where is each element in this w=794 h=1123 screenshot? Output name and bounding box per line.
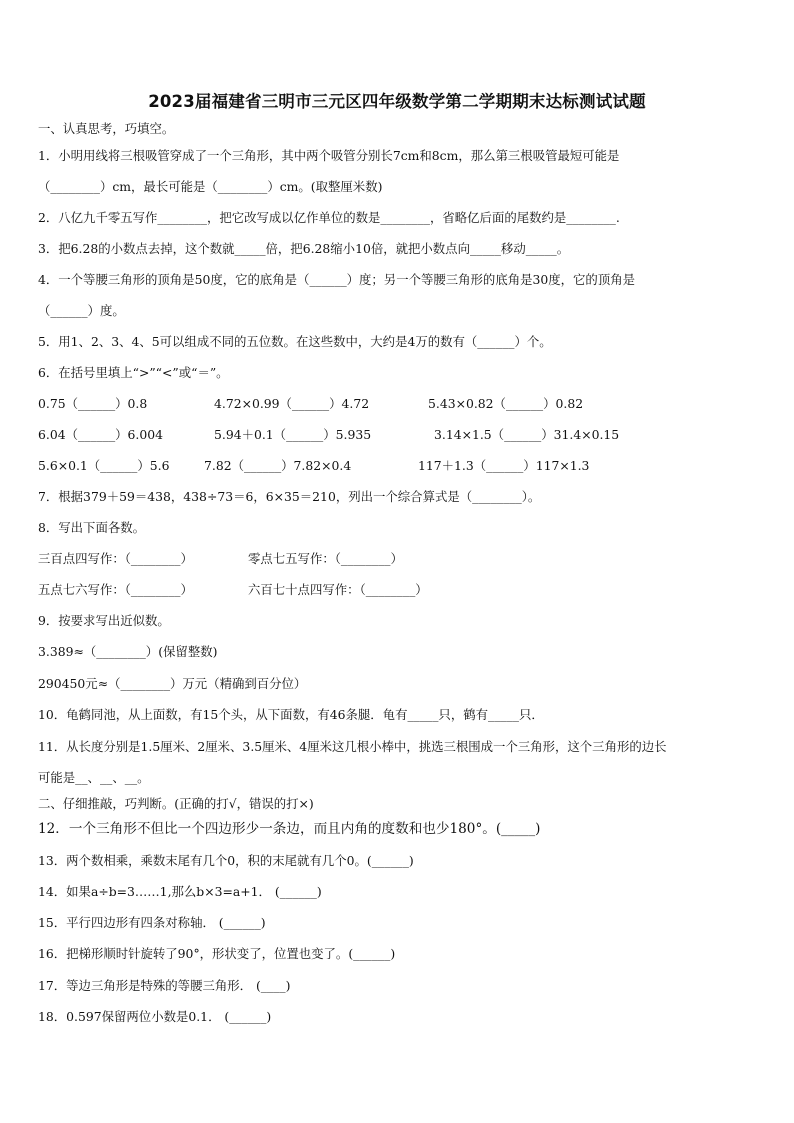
number-writing-item: 六百七十点四写作：（________） <box>248 582 428 597</box>
comparison-item: 3.14×1.5（______）31.4×0.15 <box>434 427 620 442</box>
question-15: 15．平行四边形有四条对称轴． (______) <box>38 915 266 930</box>
comparison-item: 4.72×0.99（______）4.72 <box>214 396 370 411</box>
question-3: 3．把6.28的小数点去掉，这个数就_____倍，把6.28缩小10倍，就把小数点向_____移动_____。 <box>38 241 570 256</box>
question-9-part-a: 3.389≈（________）(保留整数) <box>38 644 218 659</box>
question-13: 13．两个数相乘，乘数末尾有几个0，积的末尾就有几个0。(______) <box>38 853 414 868</box>
question-2: 2．八亿九千零五写作________，把它改写成以亿作单位的数是________，省略亿后面的尾数约是________. <box>38 210 620 225</box>
question-4-line-2: （______）度。 <box>38 303 125 318</box>
question-1-line-1: 1．小明用线将三根吸管穿成了一个三角形，其中两个吸管分别长7cm和8cm，那么第三根吸管最短可能是 <box>38 148 620 163</box>
question-9: 9．按要求写出近似数。 <box>38 613 170 628</box>
question-11-line-1: 11．从长度分别是1.5厘米、2厘米、3.5厘米、4厘米这几根小棒中，挑选三根围成一个三角形，这个三角形的边长 <box>38 739 667 754</box>
question-10: 10．龟鹤同池，从上面数，有15个头，从下面数，有46条腿．龟有_____只，鹤有_____只． <box>38 707 544 722</box>
section-heading-fill-blank: 一、认真思考，巧填空。 <box>38 121 175 136</box>
question-14: 14．如果a÷b=3……1,那么b×3=a+1． (______) <box>38 884 322 899</box>
number-writing-item: 零点七五写作：（________） <box>248 551 403 566</box>
question-8: 8．写出下面各数。 <box>38 520 146 535</box>
question-17: 17．等边三角形是特殊的等腰三角形． (____) <box>38 978 291 993</box>
section-heading-true-false: 二、仔细推敲，巧判断。(正确的打√，错误的打×) <box>38 796 314 811</box>
question-12: 12．一个三角形不但比一个四边形少一条边，而且内角的度数和也少180°。(_____) <box>38 821 541 837</box>
question-4-line-1: 4．一个等腰三角形的顶角是50度，它的底角是（______）度；另一个等腰三角形的底角是30度，它的顶角是 <box>38 272 635 287</box>
question-9-part-b: 290450元≈（________）万元（精确到百分位） <box>38 676 307 691</box>
number-writing-item: 五点七六写作：（________） <box>38 582 193 597</box>
comparison-item: 5.94＋0.1（______）5.935 <box>214 427 372 442</box>
question-5: 5．用1、2、3、4、5可以组成不同的五位数。在这些数中，大约是4万的数有（______）个。 <box>38 334 552 349</box>
comparison-item: 5.43×0.82（______）0.82 <box>428 396 584 411</box>
question-7: 7．根据379＋59＝438，438÷73＝6，6×35＝210，列出一个综合算式是（________）。 <box>38 489 541 504</box>
number-writing-item: 三百点四写作：（________） <box>38 551 193 566</box>
comparison-item: 7.82（______）7.82×0.4 <box>204 458 352 473</box>
question-11-line-2: 可能是__、__、__。 <box>38 770 150 785</box>
comparison-item: 6.04（______）6.004 <box>38 427 164 442</box>
comparison-item: 0.75（______）0.8 <box>38 396 148 411</box>
question-1-line-2: （________）cm，最长可能是（________）cm。(取整厘米数) <box>38 179 383 194</box>
page-title: 2023届福建省三明市三元区四年级数学第二学期期末达标测试试题 <box>148 92 646 111</box>
question-18: 18．0.597保留两位小数是0.1． (______) <box>38 1009 272 1024</box>
question-16: 16．把梯形顺时针旋转了90°，形状变了，位置也变了。(______) <box>38 946 396 961</box>
comparison-item: 5.6×0.1（______）5.6 <box>38 458 170 473</box>
comparison-item: 117＋1.3（______）117×1.3 <box>418 458 590 473</box>
question-6: 6．在括号里填上“>”“<”或“＝”。 <box>38 365 229 380</box>
